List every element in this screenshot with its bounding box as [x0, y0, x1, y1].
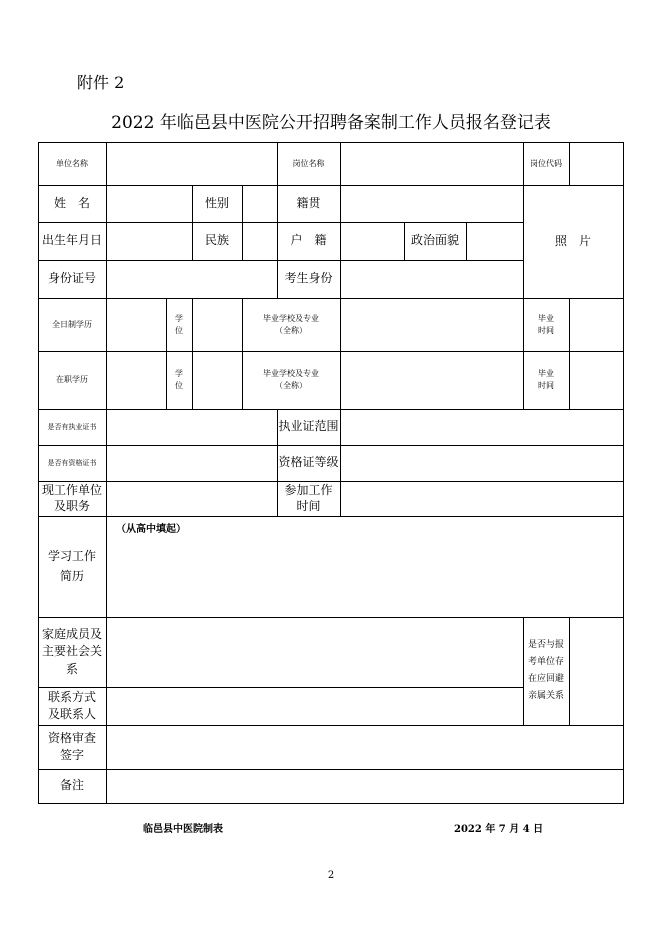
- post-name-field[interactable]: [341, 143, 523, 185]
- parttime-education-label: 在职学历: [56, 375, 88, 385]
- gender-label: 性别: [204, 195, 229, 210]
- native-place-label: 籍贯: [296, 195, 321, 210]
- school-major-label: 毕业学校及专业 （全称）: [263, 369, 319, 390]
- candidate-identity-field[interactable]: [341, 261, 523, 298]
- post-name-label: 岗位名称: [292, 158, 325, 168]
- ethnicity-label: 民族: [204, 233, 229, 248]
- current-unit-label: 现工作单位 及职务: [41, 482, 102, 513]
- qualification-level-label: 资格证等级: [278, 455, 339, 470]
- birth-date-label: 出生年月日: [41, 233, 102, 248]
- ethnicity-field[interactable]: [243, 223, 277, 260]
- attachment-label: 附件 2: [77, 73, 125, 92]
- post-code-label: 岗位代码: [530, 158, 562, 168]
- practice-cert-label: 是否有执业证书: [47, 422, 97, 431]
- resume-field[interactable]: [107, 517, 623, 617]
- name-label: 姓 名: [53, 195, 90, 210]
- id-number-label: 身份证号: [47, 271, 96, 286]
- unit-name-field[interactable]: [107, 143, 277, 185]
- id-number-field[interactable]: [107, 261, 277, 298]
- avoidance-relation-field[interactable]: [570, 618, 623, 725]
- graduation-time-label: 毕业 时间: [538, 369, 554, 390]
- resume-note: （从高中填起）: [116, 524, 186, 535]
- unit-name-label: 单位名称: [56, 158, 88, 168]
- household-field[interactable]: [341, 223, 404, 260]
- family-members-label: 家庭成员及 主要社会关 系: [41, 626, 102, 676]
- degree-label: 学 位: [175, 369, 183, 390]
- resume-label: 学习工作 简历: [47, 549, 96, 583]
- gender-field[interactable]: [243, 186, 277, 222]
- candidate-identity-label: 考生身份: [284, 271, 333, 286]
- qualification-review-label: 资格审查 签字: [47, 730, 96, 762]
- issue-date: 2022 年 7 月 4 日: [454, 824, 544, 835]
- page-title: 2022 年临邑县中医院公开招聘备案制工作人员报名登记表: [111, 113, 551, 133]
- qualification-cert-label: 是否有资格证书: [47, 458, 97, 467]
- fulltime-education-label: 全日制学历: [52, 319, 92, 329]
- family-members-field[interactable]: [107, 618, 523, 687]
- remarks-field[interactable]: [107, 770, 623, 803]
- avoidance-relation-label: 是否与报 考单位存 在应回避 亲属关系: [527, 639, 564, 702]
- work-start-label: 参加工作 时间: [284, 482, 333, 513]
- name-field[interactable]: [107, 186, 192, 222]
- graduation-time-label: 毕业 时间: [538, 313, 554, 335]
- remarks-label: 备注: [59, 778, 84, 793]
- review-signature-field[interactable]: [107, 726, 623, 769]
- post-code-field[interactable]: [570, 143, 623, 185]
- birth-date-field[interactable]: [107, 223, 192, 260]
- degree-label: 学 位: [175, 313, 183, 335]
- page-number: 2: [327, 870, 335, 881]
- contact-field[interactable]: [107, 688, 523, 725]
- native-place-field[interactable]: [341, 186, 523, 222]
- household-label: 户 籍: [290, 233, 327, 248]
- photo-box: 照 片: [554, 233, 591, 248]
- political-status-field[interactable]: [467, 223, 523, 260]
- practice-scope-label: 执业证范围: [278, 419, 339, 434]
- contact-label: 联系方式 及联系人: [47, 689, 96, 721]
- school-major-label: 毕业学校及专业 （全称）: [263, 313, 319, 335]
- issuer-note: 临邑县中医院制表: [143, 824, 223, 835]
- political-status-label: 政治面貌: [410, 233, 459, 248]
